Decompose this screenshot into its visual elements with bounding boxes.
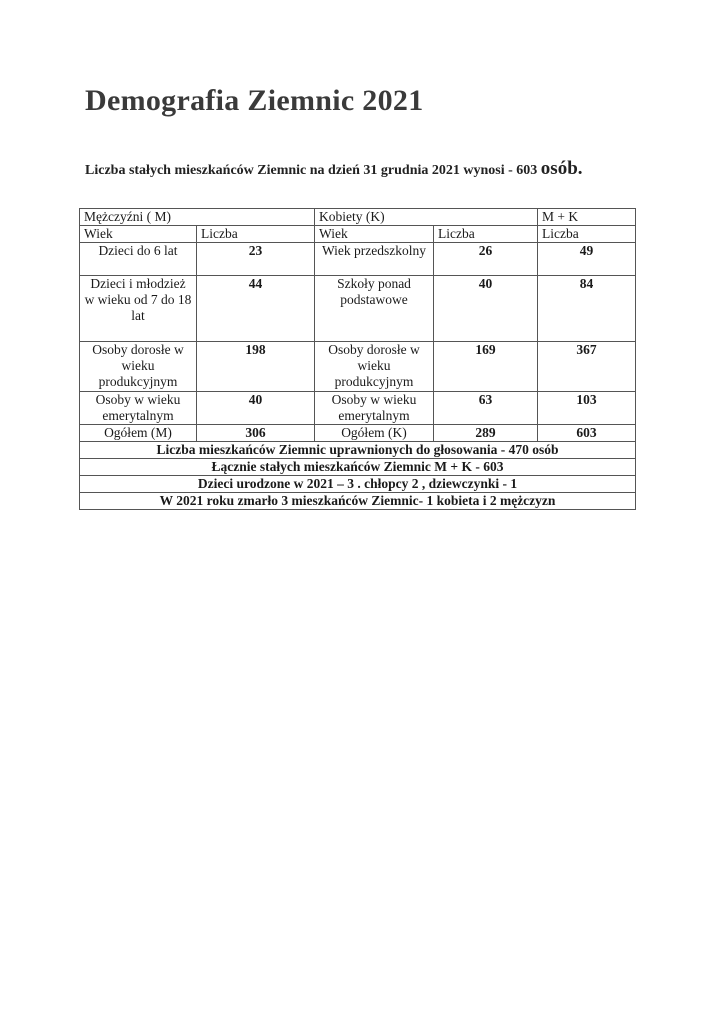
col-header-age-men: Wiek	[80, 226, 197, 243]
population-summary-unit: osób.	[540, 158, 583, 179]
total-cell: 49	[538, 243, 636, 276]
summary-row	[80, 493, 636, 510]
population-summary-line	[85, 158, 583, 180]
total-cell: 103	[538, 392, 636, 425]
total-cell: 367	[538, 342, 636, 392]
age-men-cell: Osoby w wieku emerytalnym	[80, 392, 197, 425]
demographics-table	[79, 208, 636, 510]
count-men-cell: 44	[197, 276, 315, 342]
total-group-header: M + K	[538, 209, 636, 226]
table-row	[80, 342, 636, 392]
total-cell: 603	[538, 425, 636, 442]
count-women-cell: 63	[434, 392, 538, 425]
age-men-cell: Dzieci i młodzież w wieku od 7 do 18 lat	[80, 276, 197, 342]
total-cell: 84	[538, 276, 636, 342]
col-header-count-women: Liczba	[434, 226, 538, 243]
count-women-cell: 169	[434, 342, 538, 392]
count-women-cell: 26	[434, 243, 538, 276]
women-group-header: Kobiety (K)	[315, 209, 538, 226]
age-men-cell: Dzieci do 6 lat	[80, 243, 197, 276]
group-header-row	[80, 209, 636, 226]
summary-voters: Liczba mieszkańców Ziemnic uprawnionych do głosowania - 470 osób	[80, 442, 636, 459]
table-row	[80, 276, 636, 342]
age-men-cell: Osoby dorosłe w wieku produkcyjnym	[80, 342, 197, 392]
count-men-cell: 198	[197, 342, 315, 392]
age-women-cell: Osoby dorosłe w wieku produkcyjnym	[315, 342, 434, 392]
count-men-cell: 40	[197, 392, 315, 425]
page-title: Demografia Ziemnic 2021	[85, 84, 424, 117]
column-header-row	[80, 226, 636, 243]
count-men-cell: 23	[197, 243, 315, 276]
totals-row	[80, 425, 636, 442]
table-row	[80, 243, 636, 276]
summary-total-residents: Łącznie stałych mieszkańców Ziemnic M + K - 603	[80, 459, 636, 476]
summary-row	[80, 442, 636, 459]
population-summary-text: Liczba stałych mieszkańców Ziemnic na dzień 31 grudnia 2021 wynosi - 603	[85, 163, 538, 178]
count-women-cell: 289	[434, 425, 538, 442]
count-men-cell: 306	[197, 425, 315, 442]
age-women-cell: Szkoły ponad podstawowe	[315, 276, 434, 342]
summary-births: Dzieci urodzone w 2021 – 3 . chłopcy 2 , dziewczynki - 1	[80, 476, 636, 493]
summary-row	[80, 459, 636, 476]
count-women-cell: 40	[434, 276, 538, 342]
age-women-cell: Osoby w wieku emerytalnym	[315, 392, 434, 425]
col-header-count-total: Liczba	[538, 226, 636, 243]
table-row	[80, 392, 636, 425]
men-group-header: Mężczyźni ( M)	[80, 209, 315, 226]
col-header-age-women: Wiek	[315, 226, 434, 243]
col-header-count-men: Liczba	[197, 226, 315, 243]
summary-deaths: W 2021 roku zmarło 3 mieszkańców Ziemnic- 1 kobieta i 2 mężczyzn	[80, 493, 636, 510]
summary-row	[80, 476, 636, 493]
age-men-cell: Ogółem (M)	[80, 425, 197, 442]
age-women-cell: Wiek przedszkolny	[315, 243, 434, 276]
age-women-cell: Ogółem (K)	[315, 425, 434, 442]
